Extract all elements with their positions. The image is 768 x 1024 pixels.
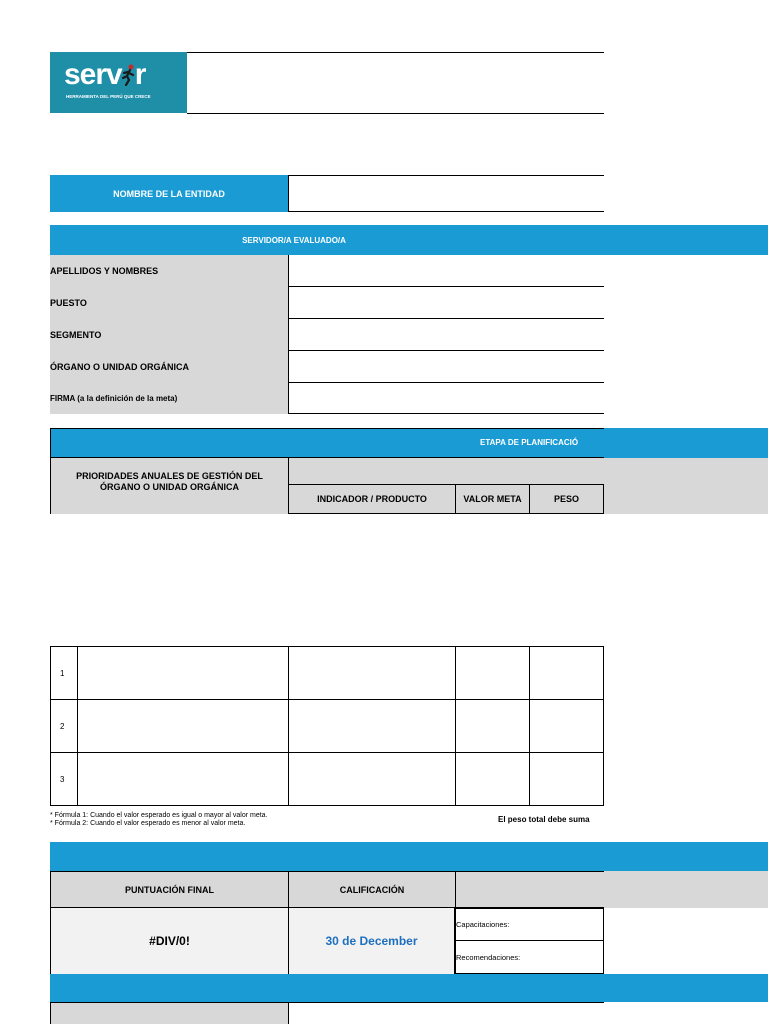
- peso-total-note: El peso total debe suma: [498, 815, 590, 824]
- calificacion-value: 30 de December: [325, 934, 418, 948]
- firma-input[interactable]: [288, 383, 604, 414]
- bottom-header: [50, 974, 768, 1002]
- col-divider: [455, 647, 456, 805]
- table-row: [51, 753, 603, 805]
- evaluado-header-text: SERVIDOR/A EVALUADO/A: [242, 235, 346, 245]
- priority-table: [50, 646, 604, 806]
- calificacion-label: [288, 871, 455, 908]
- logo-wordmark-post: r: [134, 58, 146, 91]
- col-valor-meta-text: VALOR META: [463, 494, 522, 504]
- col-peso: [529, 484, 604, 514]
- planificacion-header-border: [50, 428, 604, 458]
- planificacion-subheader: [288, 458, 768, 484]
- col-divider: [288, 647, 289, 805]
- calificacion-label-text: CALIFICACIÓN: [339, 884, 405, 895]
- col-indicador-text: INDICADOR / PRODUCTO: [317, 494, 427, 504]
- resultado-extra-cell: [455, 871, 604, 908]
- puesto-label: PUESTO: [50, 298, 87, 308]
- puntuacion-label: [50, 871, 288, 908]
- col-indicador: [288, 484, 455, 514]
- logo-wordmark-pre: serv: [64, 58, 122, 91]
- row-number: 2: [60, 722, 65, 731]
- resultado-header: [50, 842, 768, 871]
- apellidos-input[interactable]: [288, 255, 604, 287]
- col-valor-meta: [455, 484, 529, 514]
- entidad-label-text: NOMBRE DE LA ENTIDAD: [113, 188, 225, 199]
- puntuacion-value-cell: [50, 908, 288, 974]
- capacitaciones-field[interactable]: [455, 908, 604, 941]
- servir-logo: [50, 52, 187, 113]
- apellidos-label: APELLIDOS Y NOMBRES: [50, 266, 159, 276]
- logo-tagline: HERRAMIENTA DEL PERÚ QUE CRECE: [66, 94, 151, 99]
- bottom-label-cell: [50, 1002, 288, 1024]
- row-number: 3: [60, 774, 65, 784]
- organo-label: ÓRGANO O UNIDAD ORGÁNICA: [50, 362, 189, 372]
- evaluado-row-label: [50, 319, 288, 351]
- logo-bottom-rule: [187, 113, 604, 114]
- organo-input[interactable]: [288, 351, 604, 383]
- row-number: 1: [60, 669, 65, 678]
- evaluado-row-label: [50, 383, 288, 414]
- logo-top-rule: [187, 52, 604, 53]
- puesto-input[interactable]: [288, 287, 604, 319]
- table-row: [51, 700, 603, 753]
- bottom-input-cell[interactable]: [288, 1002, 604, 1024]
- col-divider: [77, 647, 78, 805]
- prioridades-header: [50, 458, 288, 514]
- prioridades-header-text: PRIORIDADES ANUALES DE GESTIÓN DEL ÓRGANO O UNIDAD ORGÁNICA: [76, 471, 263, 492]
- table-row: [51, 647, 603, 700]
- capacitaciones-label: Capacitaciones:: [456, 920, 510, 929]
- evaluado-row-label: [50, 287, 288, 319]
- planificacion-right-fill: [604, 484, 768, 514]
- puntuacion-label-text: PUNTUACIÓN FINAL: [125, 884, 214, 895]
- logo-runner-icon: [122, 60, 135, 82]
- logo-wordmark: [64, 58, 145, 92]
- recomendaciones-label: Recomendaciones:: [456, 952, 521, 962]
- evaluado-row-label: [50, 255, 288, 287]
- segmento-input[interactable]: [288, 319, 604, 351]
- col-peso-text: PESO: [553, 494, 579, 504]
- col-divider: [529, 647, 530, 805]
- formula-note-2: * Fórmula 2: Cuando el valor esperado es menor al valor meta.: [50, 820, 246, 827]
- evaluado-row-label: [50, 351, 288, 383]
- puntuacion-value: #DIV/0!: [149, 934, 190, 948]
- recomendaciones-field[interactable]: [455, 941, 604, 974]
- planificacion-header-text: ETAPA DE PLANIFICACIÓ: [480, 438, 579, 447]
- evaluado-header: [50, 225, 768, 255]
- calificacion-value-cell: [288, 908, 455, 974]
- formula-note-1: * Fórmula 1: Cuando el valor esperado es igual o mayor al valor meta.: [50, 812, 268, 819]
- segmento-label: SEGMENTO: [50, 330, 102, 340]
- firma-label: FIRMA (a la definición de la meta): [50, 394, 178, 403]
- entidad-input[interactable]: [288, 175, 604, 212]
- entidad-label: [50, 175, 288, 212]
